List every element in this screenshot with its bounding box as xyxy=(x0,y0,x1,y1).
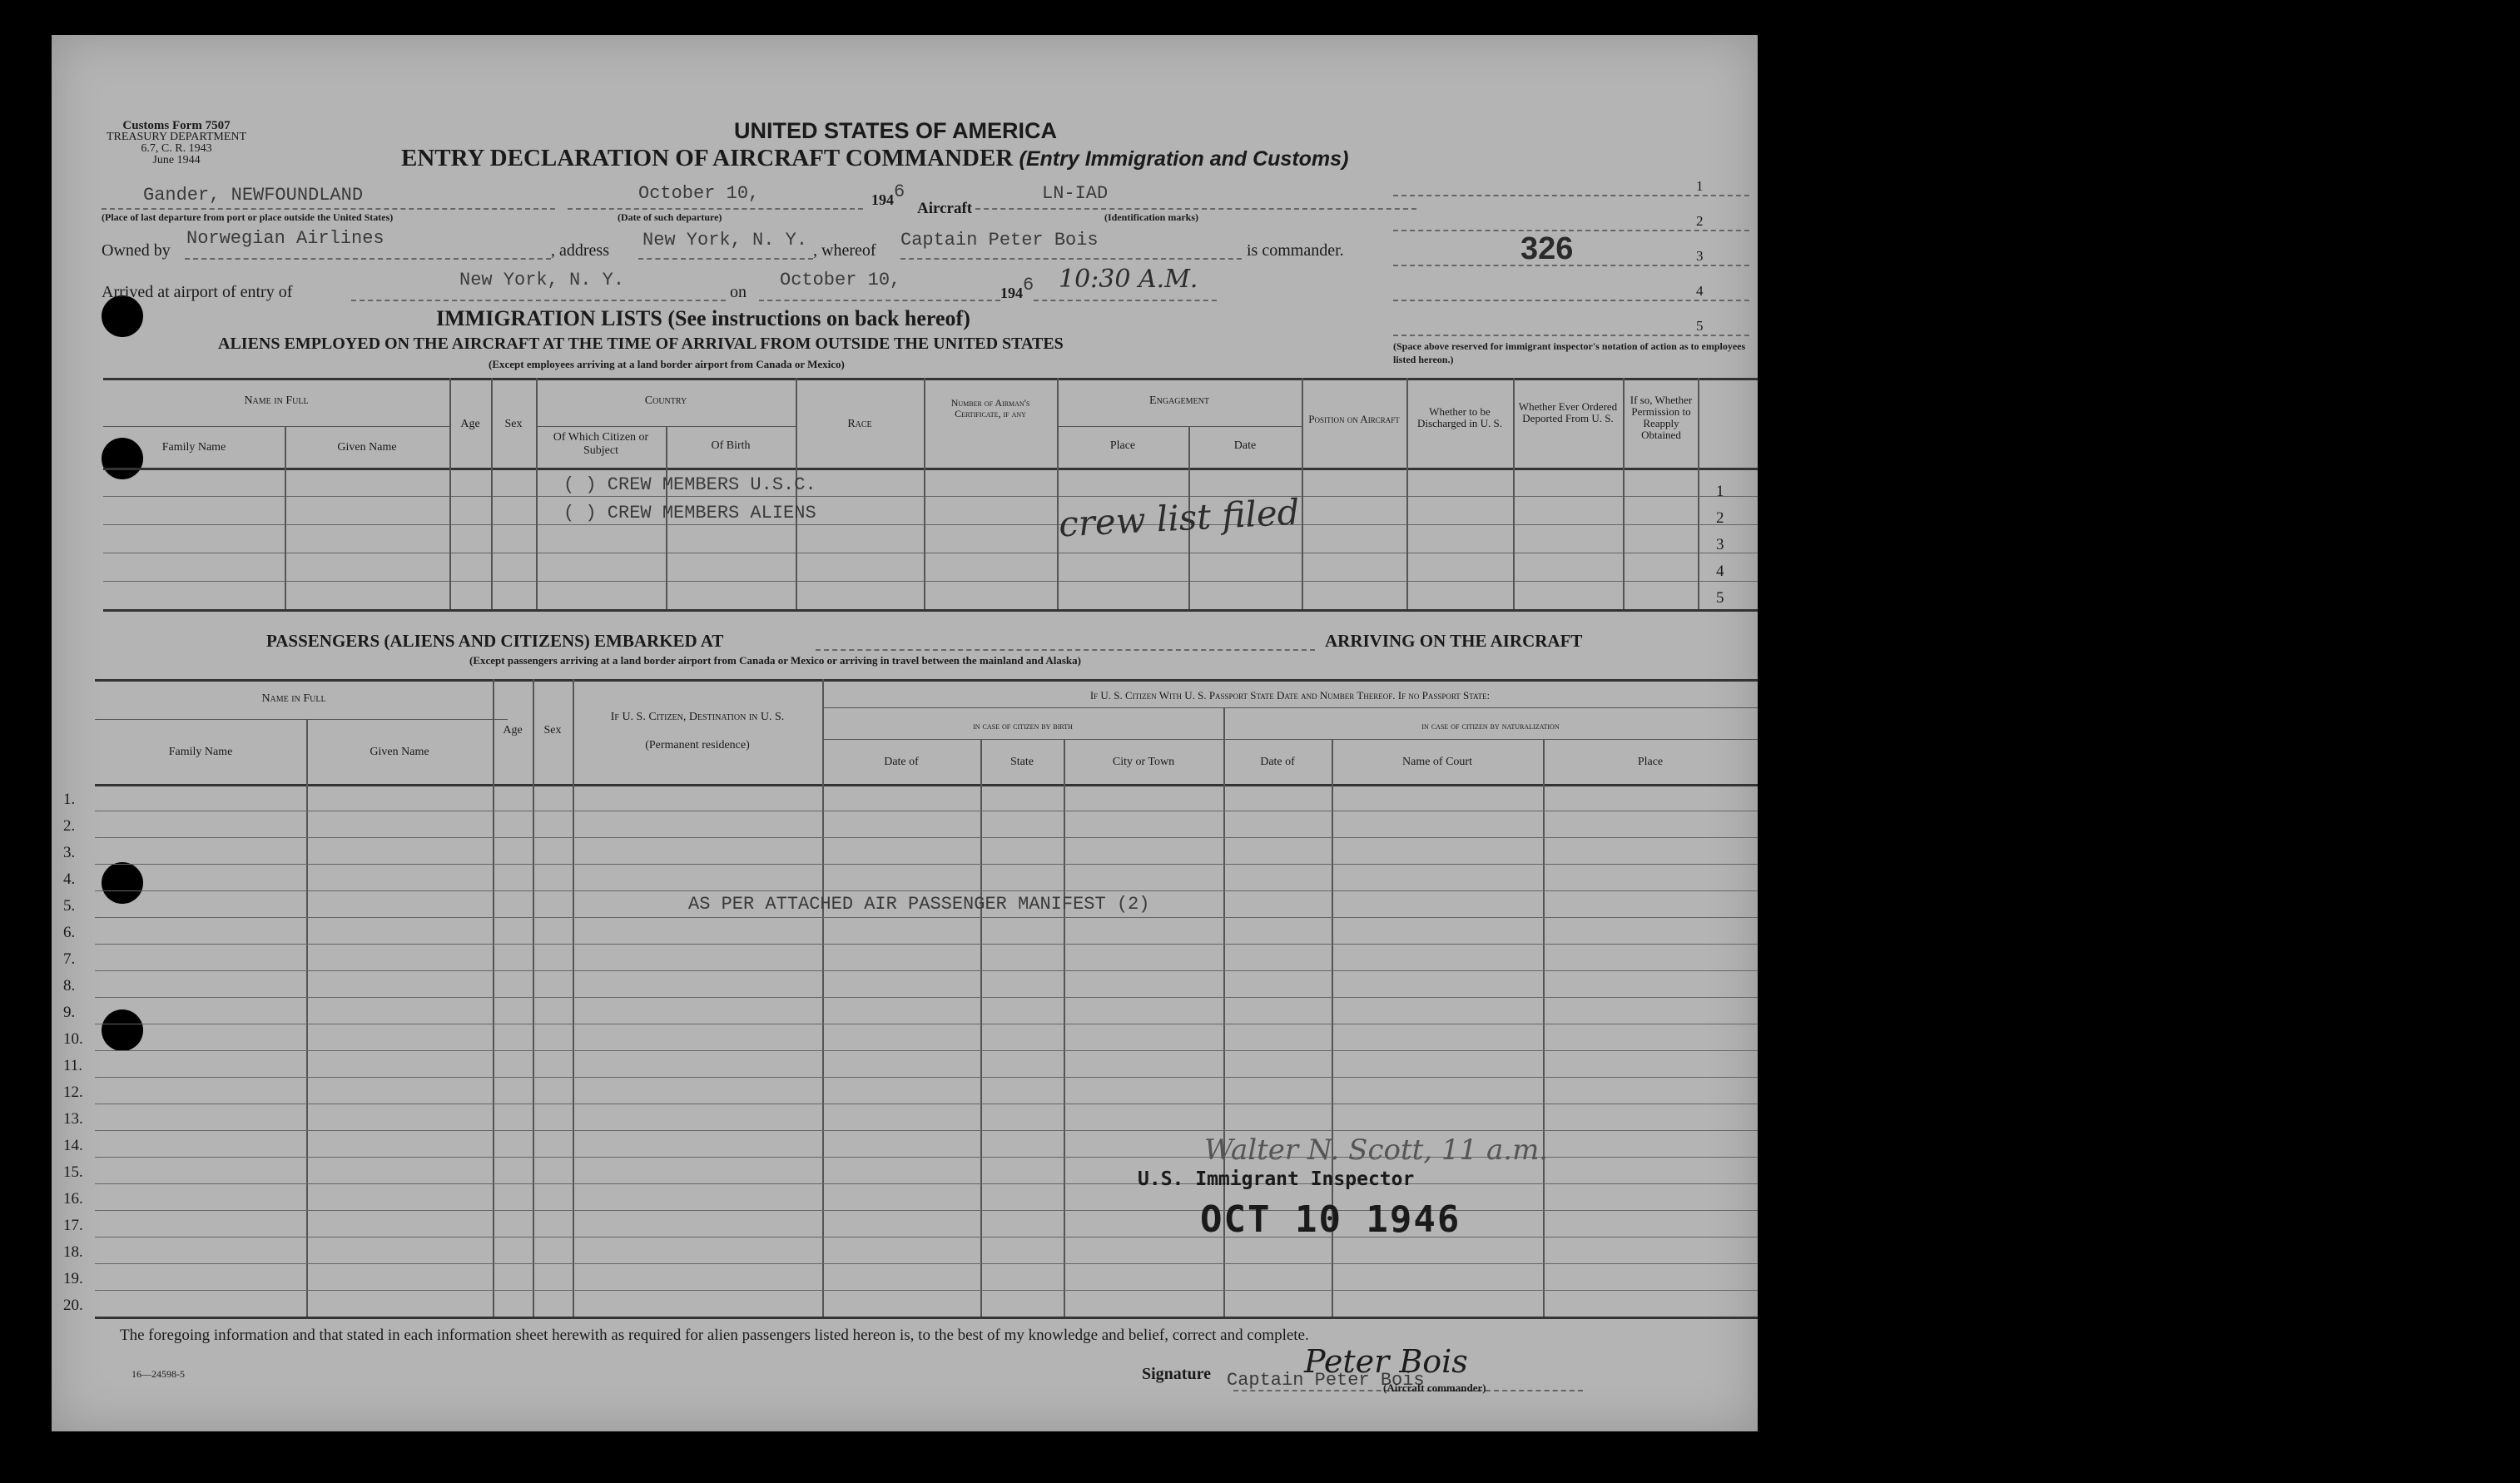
table-row-line xyxy=(95,1210,1758,1211)
pass-header-age: Age xyxy=(503,724,523,737)
year-prefix: 194 xyxy=(871,191,894,208)
reserved-num: 4 xyxy=(1696,283,1704,299)
crew-header-deported: Whether Ever Ordered Deported From U. S. xyxy=(1518,400,1618,424)
form-number-footer: 16—24598-5 xyxy=(131,1368,185,1380)
passengers-title-right: ARRIVING ON THE AIRCRAFT xyxy=(1325,631,1583,651)
department: TREASURY DEPARTMENT xyxy=(106,131,247,143)
crew-header-sex: Sex xyxy=(504,418,523,430)
passenger-row-number: 20. xyxy=(63,1297,83,1314)
passenger-row-number: 11. xyxy=(63,1057,83,1074)
departure-place-caption: (Place of last departure from port or place outside the United States) xyxy=(102,211,394,223)
inspector-signature: Walter N. Scott, 11 a.m. xyxy=(1204,1133,1549,1167)
crew-header-race: Race xyxy=(847,418,872,430)
crew-header-place: Place xyxy=(1109,439,1136,452)
pass-header-given: Given Name xyxy=(370,746,429,758)
arrival-airport: New York, N. Y. xyxy=(459,270,625,290)
crew-header-permission: If so, Whether Permission to Reapply Obtained xyxy=(1630,394,1693,441)
identification-caption: (Identification marks) xyxy=(1104,211,1198,223)
crew-row-number: 3 xyxy=(1716,536,1724,553)
aircraft-commander-caption: (Aircraft commander) xyxy=(1383,1381,1486,1394)
passenger-row-number: 18. xyxy=(63,1243,83,1261)
year-prefix: 194 xyxy=(1000,285,1023,301)
departure-place: Gander, NEWFOUNDLAND xyxy=(143,185,364,206)
address-label: , address xyxy=(551,241,609,260)
title-paren: (Entry Immigration and Customs) xyxy=(1019,147,1349,171)
pass-header-date-of: Date of xyxy=(884,756,919,768)
reserved-caption: (Space above reserved for immigrant inspector's notation of action as to employees listed hereon.) xyxy=(1393,340,1746,365)
crew-row-number: 5 xyxy=(1716,589,1724,607)
passenger-row-number: 13. xyxy=(63,1110,83,1128)
pass-header-permanent: (Permanent residence) xyxy=(645,739,750,751)
passengers-title: PASSENGERS (ALIENS AND CITIZENS) EMBARKED AT xyxy=(266,631,724,651)
owner-address: New York, N. Y. xyxy=(642,230,808,250)
form-date: June 1944 xyxy=(152,154,201,166)
arrived-label: Arrived at airport of entry of xyxy=(102,283,293,301)
table-row-line xyxy=(95,864,1758,865)
pass-header-date-of-2: Date of xyxy=(1260,756,1295,768)
crew-header-position: Position on Aircraft xyxy=(1308,413,1400,425)
crew-header-date: Date xyxy=(1233,439,1257,452)
pass-header-birth-case: in case of citizen by birth xyxy=(973,720,1073,732)
signature-label: Signature xyxy=(1142,1365,1211,1383)
title-entry-declaration xyxy=(401,145,1348,172)
pass-header-court: Name of Court xyxy=(1402,756,1472,768)
aircraft-identification: LN-IAD xyxy=(1042,183,1109,204)
passenger-row-number: 9. xyxy=(63,1004,76,1021)
passenger-row-number: 8. xyxy=(63,977,76,994)
arrival-year xyxy=(1000,275,1034,304)
commander-name: Captain Peter Bois xyxy=(900,230,1099,250)
aircraft-label: Aircraft xyxy=(917,200,973,217)
punch-hole xyxy=(102,1009,143,1051)
pass-header-passport: If U. S. Citizen With U. S. Passport State Date and Number Thereof. If no Passport State: xyxy=(1089,689,1491,702)
passengers-note: (Except passengers arriving at a land border airport from Canada or Mexico or arriving in travel between the mainland and Alaska) xyxy=(469,654,1081,667)
crew-header-discharged: Whether to be Discharged in U. S. xyxy=(1417,405,1502,429)
crew-header-name: Name in Full xyxy=(244,394,309,407)
crew-header-age: Age xyxy=(460,418,480,430)
table-row-line xyxy=(95,917,1758,918)
inspector-title: U.S. Immigrant Inspector xyxy=(1138,1168,1415,1190)
departure-date-caption: (Date of such departure) xyxy=(618,211,722,223)
passenger-row-number: 5. xyxy=(63,897,76,915)
form-number: Customs Form 7507 xyxy=(122,119,231,132)
manifest-note: AS PER ATTACHED AIR PASSENGER MANIFEST (2) xyxy=(688,894,1150,915)
commander-signature: Peter Bois xyxy=(1304,1343,1468,1380)
table-row-line xyxy=(95,890,1758,891)
regulation: 6.7, C. R. 1943 xyxy=(141,142,212,155)
pass-header-sex: Sex xyxy=(543,724,562,737)
passenger-row-number: 15. xyxy=(63,1163,83,1181)
table-row-line xyxy=(95,1290,1758,1291)
table-row-line xyxy=(95,1050,1758,1051)
owner: Norwegian Airlines xyxy=(186,228,384,249)
crew-header-family: Family Name xyxy=(161,441,226,454)
crew-entry-usc: ( ) CREW MEMBERS U.S.C. xyxy=(563,474,816,495)
inspection-date-stamp: OCT 10 1946 xyxy=(1200,1198,1461,1241)
year-digit: 6 xyxy=(894,181,905,202)
certification-statement: The foregoing information and that stated in each information sheet herewith as required for alien passengers listed hereon is, to the best of my knowledge and belief, correct and complete. xyxy=(120,1327,1309,1344)
reserved-num: 2 xyxy=(1696,213,1704,229)
pass-header-destination: If U. S. Citizen, Destination in U. S. xyxy=(610,711,785,723)
reserved-num: 5 xyxy=(1696,318,1704,334)
document-page xyxy=(52,35,1758,1431)
passenger-row-number: 3. xyxy=(63,844,76,861)
crew-row-number: 4 xyxy=(1716,563,1724,580)
passenger-row-number: 14. xyxy=(63,1137,83,1154)
arrival-date: October 10, xyxy=(780,270,901,290)
punch-hole xyxy=(102,862,143,904)
crew-header-certificate: Number of Airman's Certificate, if any xyxy=(950,397,1030,419)
table-row-line xyxy=(95,1183,1758,1184)
table-row-line xyxy=(95,997,1758,998)
reserved-num: 3 xyxy=(1696,248,1704,264)
immigration-subtitle: ALIENS EMPLOYED ON THE AIRCRAFT AT THE TIME OF ARRIVAL FROM OUTSIDE THE UNITED STATES xyxy=(218,335,1064,353)
title-main: ENTRY DECLARATION OF AIRCRAFT COMMANDER xyxy=(401,145,1014,171)
passenger-row-number: 19. xyxy=(63,1270,83,1287)
pass-header-nat-case: in case of citizen by naturalization xyxy=(1421,720,1560,732)
passenger-row-number: 6. xyxy=(63,924,76,941)
crew-row-number: 1 xyxy=(1716,483,1724,500)
crew-list-filed-note: crew list filed xyxy=(1057,491,1301,545)
table-row-line xyxy=(95,970,1758,971)
crew-header-country: Country xyxy=(644,394,687,407)
commander-label: is commander. xyxy=(1247,241,1344,260)
departure-date: October 10, xyxy=(638,183,760,204)
passenger-row-number: 4. xyxy=(63,870,76,888)
immigration-title: IMMIGRATION LISTS (See instructions on back hereof) xyxy=(436,306,970,330)
pass-header-state: State xyxy=(1010,756,1034,768)
crew-header-engagement: Engagement xyxy=(1149,394,1209,407)
year-digit: 6 xyxy=(1023,275,1034,295)
departure-year xyxy=(871,181,905,211)
passenger-row-number: 2. xyxy=(63,817,76,835)
table-row-line xyxy=(95,944,1758,945)
crew-header-given: Given Name xyxy=(337,441,397,454)
pass-header-name: Name in Full xyxy=(261,692,326,705)
crew-row-number: 2 xyxy=(1716,509,1724,527)
table-row-line xyxy=(95,1077,1758,1078)
immigration-note: (Except employees arriving at a land border airport from Canada or Mexico) xyxy=(489,358,845,370)
passenger-row-number: 7. xyxy=(63,950,76,968)
pass-header-city: City or Town xyxy=(1112,756,1175,768)
passenger-row-number: 1. xyxy=(63,791,76,808)
pass-header-family: Family Name xyxy=(168,746,233,758)
whereof-label: , whereof xyxy=(813,241,876,260)
on-label: on xyxy=(730,283,747,301)
form-corner-info xyxy=(102,120,251,166)
signed-name: Captain Peter Bois xyxy=(1227,1370,1425,1391)
owned-by-label: Owned by xyxy=(102,241,171,260)
crew-header-citizen: Of Which Citizen or Subject xyxy=(553,431,649,457)
passenger-row-number: 16. xyxy=(63,1190,83,1208)
table-row-line xyxy=(95,837,1758,838)
crew-entry-aliens: ( ) CREW MEMBERS ALIENS xyxy=(563,503,816,523)
pass-header-place: Place xyxy=(1637,756,1664,768)
title-usa: UNITED STATES OF AMERICA xyxy=(734,118,1057,143)
reserved-num: 1 xyxy=(1696,178,1704,194)
arrival-time: 10:30 A.M. xyxy=(1059,265,1198,294)
crew-header-birth: Of Birth xyxy=(711,439,751,452)
table-row-line xyxy=(95,1130,1758,1131)
table-row-line xyxy=(95,1263,1758,1264)
passenger-row-number: 10. xyxy=(63,1030,83,1048)
record-number: 326 xyxy=(1520,231,1574,266)
passenger-row-number: 17. xyxy=(63,1217,83,1234)
passenger-row-number: 12. xyxy=(63,1084,83,1101)
